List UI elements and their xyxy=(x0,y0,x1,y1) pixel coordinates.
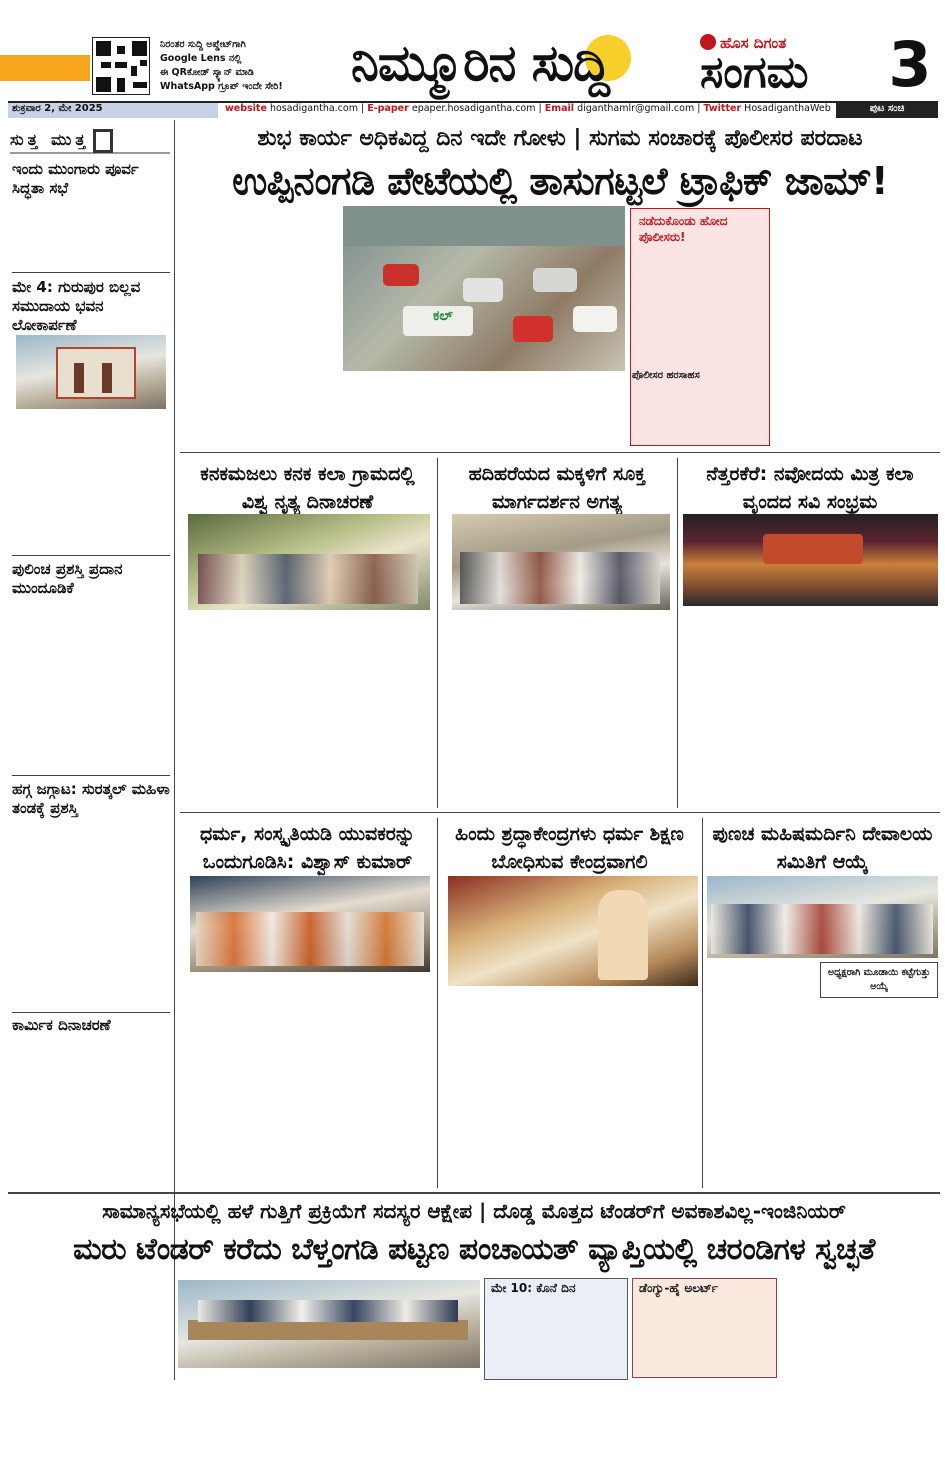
lead-headline: ಉಪ್ಪಿನಂಗಡಿ ಪೇಟೆಯಲ್ಲಿ ತಾಸುಗಟ್ಟಲೆ ಟ್ರಾಫಿಕ್ ಜಾಮ್! xyxy=(232,159,888,203)
scan-line-3: ಈ QRಕೋಡ್ ಸ್ಕ್ಯಾನ್ ಮಾಡಿ xyxy=(160,67,254,78)
qr-code-icon[interactable] xyxy=(92,37,150,95)
book-icon xyxy=(93,129,113,153)
issue-date: ಶುಕ್ರವಾರ 2, ಮೇ 2025 xyxy=(8,103,218,118)
row3-col2-body-b xyxy=(570,990,698,1182)
row2-headline-3: ನೆತ್ತರಕೆರೆ: ನವೋದಯ ಮಿತ್ರ ಕಲಾ ವೃಂದದ ಸವಿ ಸಂಭ್ರಮ xyxy=(706,463,914,513)
website-link[interactable]: hosadigantha.com xyxy=(269,103,358,114)
section-tag: ಪುಟ ಸಂಚಿ xyxy=(836,103,938,118)
contact-links: website hosadigantha.com | E-paper epaper.hosadigantha.com | Email diganthamlr@gmail.com | Twitter HosadiganthaWeb xyxy=(225,103,831,114)
bottom-body-col-1 xyxy=(12,1278,174,1450)
row2-col3-body-b xyxy=(810,610,938,800)
shop-sign-text: ಕಲ್ xyxy=(433,308,453,324)
deadline-box-body xyxy=(491,1299,623,1377)
scan-line-2: Google Lens ನಲ್ಲಿ xyxy=(160,53,242,64)
row3-col1-body-a xyxy=(190,976,305,1181)
left-article-4-body xyxy=(12,822,170,1008)
deadline-box xyxy=(484,1278,628,1380)
row3-headline-1: ಧರ್ಮ, ಸಂಸ್ಕೃತಿಯಡಿ ಯುವಕರನ್ನು ಒಂದುಗೂಡಿಸಿ: ವಿಶ್ವಾಸ್ ಕುಮಾರ್ xyxy=(200,823,415,873)
scan-instructions xyxy=(160,38,310,94)
traffic-jam-photo xyxy=(343,206,625,371)
lead-body-col-1 xyxy=(200,208,338,448)
youth-meeting-photo xyxy=(190,876,430,972)
left-headline-1: ಇಂದು ಮುಂಗಾರು ಪೂರ್ವ ಸಿದ್ಧತಾ ಸಭೆ xyxy=(12,160,139,197)
column-banner-text: ಸುತ್ತ ಮುತ್ತ xyxy=(10,130,90,149)
page-number: 3 xyxy=(888,28,932,101)
left-headline-5: ಕಾರ್ಮಿಕ ದಿನಾಚರಣೆ xyxy=(12,1016,111,1034)
row3-col2-body-a xyxy=(448,990,566,1182)
deadline-box-title: ಮೇ 10: ಕೊನೆ ದಿನ xyxy=(491,1281,576,1295)
page-title: ನಿಮ್ಮೂರಿನ ಸುದ್ದಿ xyxy=(351,34,609,92)
epaper-link[interactable]: epaper.hosadigantha.com xyxy=(411,103,536,114)
left-article-5-body xyxy=(12,1038,170,1188)
row3-col3-body-a xyxy=(707,1005,819,1183)
lead-body-under-photo xyxy=(343,374,625,448)
row3-col3-caption xyxy=(707,962,817,1002)
sidebar-box xyxy=(630,208,770,446)
email-label: Email xyxy=(544,103,575,114)
guidance-program-photo xyxy=(452,514,670,610)
scan-line-1: ನಿರಂತರ ಸುದ್ದಿ ಅಪ್ಡೇಟ್‌ಗಾಗಿ xyxy=(160,39,246,50)
row2-headline-2: ಹದಿಹರೆಯದ ಮಕ್ಕಳಿಗೆ ಸೂಕ್ತ ಮಾರ್ಗದರ್ಶನ ಅಗತ್ಯ xyxy=(468,463,646,513)
lead-kicker: ಶುಭ ಕಾರ್ಯ ಅಧಿಕವಿದ್ದ ದಿನ ಇದೇ ಗೋಳು | ಸುಗಮ ಸಂಚಾರಕ್ಕೆ ಪೊಲೀಸರ ಪರದಾಟ xyxy=(257,126,863,151)
row3-subhead-box: ಅಧ್ಯಕ್ಷರಾಗಿ ಮೂಡಾಯಿ ಕಟ್ಟೆಗುತ್ತು ಅಯ್ಕೆ xyxy=(820,962,938,998)
community-hall-photo xyxy=(16,335,166,409)
row2-col1-body-b xyxy=(308,614,430,799)
sidebar-body xyxy=(639,249,765,439)
row3-headline-2: ಹಿಂದು ಶ್ರದ್ಧಾಕೇಂದ್ರಗಳು ಧರ್ಮ ಶಿಕ್ಷಣ ಬೋಧಿಸುವ ಕೇಂದ್ರವಾಗಲಿ xyxy=(455,823,684,873)
left-article-1-body xyxy=(12,201,170,269)
dengue-alert-title: ಡೆಂಗ್ಯು-ಹೈ ಅಲರ್ಟ್ xyxy=(639,1281,719,1295)
twitter-link[interactable]: HosadiganthaWeb xyxy=(744,103,831,114)
row3-headline-3: ಪುಣಚ ಮಹಿಷಮರ್ದಿನಿ ದೇವಾಲಯ ಸಮಿತಿಗೆ ಆಯ್ಕೆ xyxy=(712,823,933,873)
row2-col2-body-b xyxy=(564,614,670,799)
row2-headline-1: ಕನಕಮಜಲು ಕನಕ ಕಲಾ ಗ್ರಾಮದಲ್ಲಿ ವಿಶ್ವ ನೃತ್ಯ ದಿನಾಚರಣೆ xyxy=(200,463,415,513)
bottom-body-col-5 xyxy=(782,1278,938,1452)
dance-day-photo xyxy=(188,514,430,610)
left-article-2-body xyxy=(12,412,170,552)
bottom-kicker: ಸಾಮಾನ್ಯಸಭೆಯಲ್ಲಿ ಹಳೆ ಗುತ್ತಿಗೆ ಪ್ರಕ್ರಿಯೆಗೆ ಸದಸ್ಯರ ಆಕ್ಷೇಪ | ದೊಡ್ಡ ಮೊತ್ತದ ಟೆಂಡರ್‌ಗೆ ಅವಕಾಶವಿಲ್ಲ-ಇಂಜಿನಿಯರ್ xyxy=(102,1199,846,1223)
row3-col3-body-b xyxy=(823,1005,938,1183)
email-link[interactable]: diganthamlr@gmail.com xyxy=(577,103,695,114)
row2-col3-body-a xyxy=(683,610,805,800)
bottom-body-col-2b xyxy=(332,1372,480,1452)
twitter-label: Twitter xyxy=(703,103,742,114)
epaper-label: E-paper xyxy=(367,103,409,114)
left-headline-2: ಮೇ 4: ಗುರುಪುರ ಬಿಲ್ಲವ ಸಮುದಾಯ ಭವನ ಲೋಕಾರ್ಪಣೆ xyxy=(12,278,141,334)
bottom-body-col-2a xyxy=(178,1372,326,1452)
lead-body-col-right xyxy=(775,208,935,448)
bottom-headline: ಮರು ಟೆಂಡರ್ ಕರೆದು ಬೆಳ್ತಂಗಡಿ ಪಟ್ಟಣ ಪಂಚಾಯತ್ ವ್ಯಾಪ್ತಿಯಲ್ಲಿ ಚರಂಡಿಗಳ ಸ್ವಚ್ಛತೆ xyxy=(73,1232,875,1267)
dengue-alert-body xyxy=(639,1299,773,1375)
masthead-accent-bar xyxy=(0,55,90,81)
row3-col1-body-b xyxy=(310,976,430,1181)
lead-subhead: ಪೊಲೀಸರ ಹರಸಾಹಸ xyxy=(632,370,700,381)
row2-col2-body-a xyxy=(452,614,560,799)
cultural-event-photo xyxy=(683,514,938,606)
section-name: ಸಂಗಮ xyxy=(700,47,809,98)
column-banner xyxy=(10,126,170,154)
website-label: website xyxy=(225,103,267,114)
council-meeting-photo xyxy=(178,1280,480,1368)
bottom-body-col-4 xyxy=(632,1382,777,1452)
dengue-alert-box xyxy=(632,1278,777,1378)
temple-committee-photo xyxy=(707,876,938,958)
row2-col1-body-a xyxy=(188,614,303,799)
left-article-3-body xyxy=(12,600,170,772)
bottom-body-col-3 xyxy=(484,1384,628,1452)
sidebar-title: ನಡೆದುಕೊಂಡು ಹೋದ ಪೊಲೀಸರು! xyxy=(639,214,728,244)
religious-center-photo xyxy=(448,876,698,986)
left-headline-3: ಪುಲಿಂಚ ಪ್ರಶಸ್ತಿ ಪ್ರದಾನ ಮುಂದೂಡಿಕೆ xyxy=(12,560,123,597)
scan-line-4: WhatsApp ಗ್ರೂಪ್ ಇಂದೇ ಸೇರಿ! xyxy=(160,81,283,92)
brand-name: ಹೊಸ ದಿಗಂತ xyxy=(720,34,787,52)
left-headline-4: ಹಗ್ಗ ಜಗ್ಗಾಟ: ಸುರತ್ಕಲ್ ಮಹಿಳಾ ತಂಡಕ್ಕೆ ಪ್ರಶಸ್ತಿ xyxy=(12,780,170,817)
